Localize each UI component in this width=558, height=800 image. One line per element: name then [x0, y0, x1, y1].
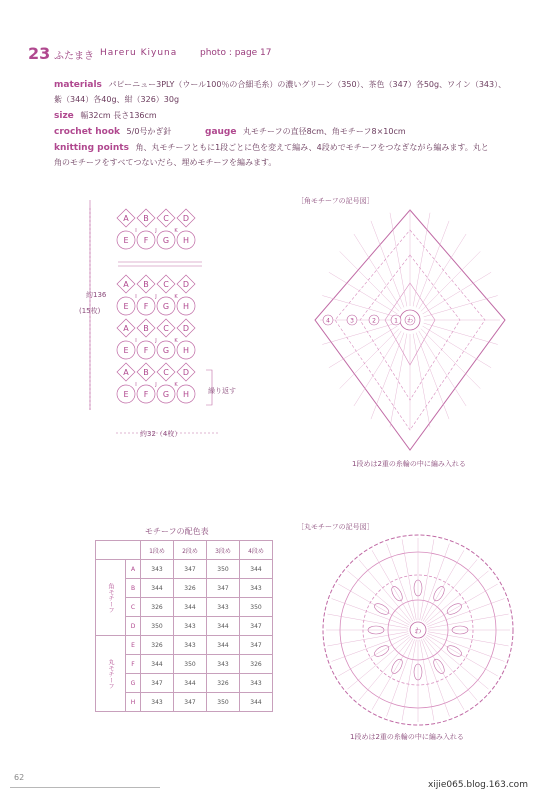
stitch-ray: [329, 272, 397, 314]
motif-id: H: [126, 693, 141, 712]
stitch-ray: [423, 550, 464, 621]
color-code-cell: 347: [174, 560, 207, 579]
motif-group-label: 丸モチーフ: [96, 636, 126, 712]
motif-label: D: [182, 324, 190, 333]
stitch-ray: [322, 323, 396, 344]
fill-motif-label: I: [135, 382, 137, 388]
motif-label: A: [123, 214, 129, 223]
motif-id: E: [126, 636, 141, 655]
designer-name: Hareru Kiyuna: [100, 48, 178, 58]
color-code-cell: 347: [207, 579, 240, 598]
hook-text: 5/0号かぎ針: [126, 127, 172, 136]
motif-label: E: [123, 390, 129, 399]
stitch-ray: [354, 234, 401, 309]
watermark: xijie065.blog.163.com: [428, 780, 528, 790]
pattern-title: ふたまき: [54, 51, 94, 62]
materials-line-2: [54, 94, 179, 105]
layout-diagram: [80, 200, 230, 450]
stitch-ray: [354, 331, 401, 406]
materials-line: [54, 79, 506, 90]
motif-label: D: [182, 280, 190, 289]
knitting-line-2: [54, 157, 276, 168]
color-code-cell: 343: [174, 636, 207, 655]
fill-motif-label: K: [174, 294, 178, 300]
motif-group-label: 角モチーフ: [96, 560, 126, 636]
square-chart-note: 1段めは2重の糸輪の中に編み入れる: [352, 460, 466, 468]
fill-motif-label: J: [155, 228, 157, 234]
fill-motif-label: I: [135, 338, 137, 344]
stitch-ray: [372, 639, 413, 710]
motif-label: F: [143, 346, 149, 355]
fill-motif-label: K: [174, 338, 178, 344]
color-code-cell: 347: [141, 674, 174, 693]
motif-label: E: [123, 346, 129, 355]
color-code-cell: 350: [141, 617, 174, 636]
motif-label: F: [143, 390, 149, 399]
fill-motif-label: J: [155, 338, 157, 344]
motif-grid: [117, 209, 195, 403]
stitch-ray: [428, 614, 509, 628]
color-code-cell: 347: [174, 693, 207, 712]
round-number: 1: [394, 317, 398, 325]
motif-label: C: [163, 368, 169, 377]
fill-motif-label: I: [135, 294, 137, 300]
motif-label: H: [182, 302, 190, 311]
materials-text: パピーニュー3PLY（ウール100％の合細毛糸）の濃いグリーン（350）、茶色（347）各50g、ワイン（343）、: [108, 80, 507, 89]
length-label: 約136: [86, 291, 107, 299]
color-table-row: [96, 636, 273, 655]
motif-label: D: [182, 368, 190, 377]
size-text: 幅32cm 長さ136cm: [80, 111, 157, 120]
stitch-ray: [424, 323, 498, 344]
stitch-ray: [427, 584, 498, 625]
motif-id: A: [126, 560, 141, 579]
fill-motif-label: I: [135, 228, 137, 234]
round-number: わ: [406, 317, 414, 325]
col-header: 2段め: [174, 541, 207, 560]
motif-label: G: [162, 390, 170, 399]
motif-label: C: [163, 214, 169, 223]
knitting-text-2: 角のモチーフをすべてつないだら、埋めモチーフを編みます。: [54, 158, 277, 167]
materials-label: materials: [54, 80, 102, 90]
gauge-label: gauge: [205, 127, 237, 137]
stitch-ray: [327, 614, 408, 628]
color-code-cell: 344: [207, 617, 240, 636]
color-code-cell: 350: [240, 598, 273, 617]
color-code-cell: 343: [240, 579, 273, 598]
stitch-ray: [402, 640, 416, 721]
color-code-cell: 344: [174, 674, 207, 693]
stitch-ray: [413, 334, 430, 428]
page-number: 62: [14, 773, 25, 782]
hook-line: [54, 126, 171, 137]
color-code-cell: 344: [141, 579, 174, 598]
motif-id: F: [126, 655, 141, 674]
motif-label: G: [162, 302, 170, 311]
motif-id: C: [126, 598, 141, 617]
stitch-ray: [413, 213, 430, 307]
fill-motif-label: J: [155, 382, 157, 388]
photo-reference: photo : page 17: [200, 48, 272, 58]
motif-label: C: [163, 280, 169, 289]
motif-label: B: [143, 368, 149, 377]
color-code-cell: 326: [207, 674, 240, 693]
motif-id: G: [126, 674, 141, 693]
motif-label: E: [123, 302, 129, 311]
color-code-cell: 350: [174, 655, 207, 674]
motif-id: D: [126, 617, 141, 636]
stitch-ray: [340, 329, 399, 389]
color-code-cell: 350: [207, 560, 240, 579]
stitch-ray: [419, 331, 466, 406]
round-number: 4: [326, 317, 330, 325]
motif-label: A: [123, 324, 129, 333]
color-table-row: [96, 560, 273, 579]
motif-label: F: [143, 236, 149, 245]
color-code-cell: 326: [174, 579, 207, 598]
motif-label: G: [162, 346, 170, 355]
footer-rule: [10, 787, 160, 788]
motif-id: B: [126, 579, 141, 598]
round-number: 3: [350, 317, 354, 325]
color-code-cell: 347: [240, 617, 273, 636]
color-table-title: モチーフの配色表: [145, 527, 209, 536]
motif-label: B: [143, 214, 149, 223]
gauge-line: [205, 126, 406, 137]
col-header: 4段め: [240, 541, 273, 560]
color-table: [95, 540, 273, 712]
color-code-cell: 343: [141, 693, 174, 712]
length-count: (15枚): [79, 307, 101, 315]
motif-label: A: [123, 280, 129, 289]
gauge-text: 丸モチーフの直径8cm、角モチーフ8×10cm: [243, 127, 406, 136]
motif-label: D: [182, 214, 190, 223]
stitch-ray: [327, 632, 408, 646]
fill-motif-label: J: [155, 294, 157, 300]
motif-label: C: [163, 324, 169, 333]
hook-label: crochet hook: [54, 127, 120, 137]
col-header: 3段め: [207, 541, 240, 560]
pattern-number: 23: [28, 44, 51, 63]
color-code-cell: 343: [174, 617, 207, 636]
stitch-ray: [420, 640, 434, 721]
motif-label: B: [143, 324, 149, 333]
stitch-ray: [423, 639, 464, 710]
stitch-ray: [420, 539, 434, 620]
knitting-label: knitting points: [54, 143, 129, 153]
color-code-cell: 343: [207, 598, 240, 617]
motif-label: H: [182, 236, 190, 245]
color-code-cell: 344: [240, 693, 273, 712]
stitch-ray: [428, 632, 509, 646]
knitting-line: [54, 142, 489, 153]
color-code-cell: 350: [207, 693, 240, 712]
color-code-cell: 344: [240, 560, 273, 579]
color-code-cell: 343: [240, 674, 273, 693]
stitch-ray: [423, 272, 491, 314]
col-header: 1段め: [141, 541, 174, 560]
motif-label: H: [182, 390, 190, 399]
stitch-ray: [421, 329, 480, 389]
color-code-cell: 326: [141, 598, 174, 617]
stitch-ray: [329, 326, 397, 368]
size-line: [54, 110, 157, 121]
materials-text-2: 紫（344）各40g、紺（326）30g: [54, 95, 180, 104]
color-table-header: [96, 541, 273, 560]
stitch-ray: [338, 635, 409, 676]
stitch-ray: [416, 221, 449, 307]
stitch-ray: [372, 550, 413, 621]
round-number: 2: [372, 317, 376, 325]
motif-label: F: [143, 302, 149, 311]
motif-label: E: [123, 236, 129, 245]
round-chart-note: 1段めは2重の糸輪の中に編み入れる: [350, 733, 464, 741]
motif-label: H: [182, 346, 190, 355]
color-code-cell: 326: [240, 655, 273, 674]
stitch-ray: [419, 234, 466, 309]
square-chart-caption: ［角モチーフの記号図］: [297, 197, 374, 205]
round-center-label: わ: [414, 627, 422, 635]
color-code-cell: 343: [141, 560, 174, 579]
color-code-cell: 326: [141, 636, 174, 655]
stitch-ray: [390, 213, 407, 307]
fill-motif-label: K: [174, 228, 178, 234]
stitch-ray: [427, 635, 498, 676]
table-corner: [96, 541, 141, 560]
stitch-ray: [371, 221, 404, 307]
color-code-cell: 344: [207, 636, 240, 655]
size-label: size: [54, 111, 74, 121]
stitch-ray: [424, 296, 498, 317]
motif-label: A: [123, 368, 129, 377]
color-code-cell: 344: [174, 598, 207, 617]
color-code-cell: 344: [141, 655, 174, 674]
motif-label: B: [143, 280, 149, 289]
round-motif-chart: [318, 530, 518, 730]
round-chart-caption: ［丸モチーフの記号図］: [297, 523, 374, 531]
stitch-ray: [322, 296, 396, 317]
stitch-ray: [338, 584, 409, 625]
stitch-ray: [402, 539, 416, 620]
color-code-cell: 347: [240, 636, 273, 655]
motif-label: G: [162, 236, 170, 245]
knitting-text: 角、丸モチーフともに1段ごとに色を変えて編み、4段めでモチーフをつなぎながら編みます。丸と: [135, 143, 489, 152]
color-code-cell: 343: [207, 655, 240, 674]
square-motif-chart: [310, 205, 510, 455]
width-label: 約32（4枚）: [140, 430, 182, 438]
repeat-label: 繰り返す: [208, 387, 236, 395]
fill-motif-label: K: [174, 382, 178, 388]
